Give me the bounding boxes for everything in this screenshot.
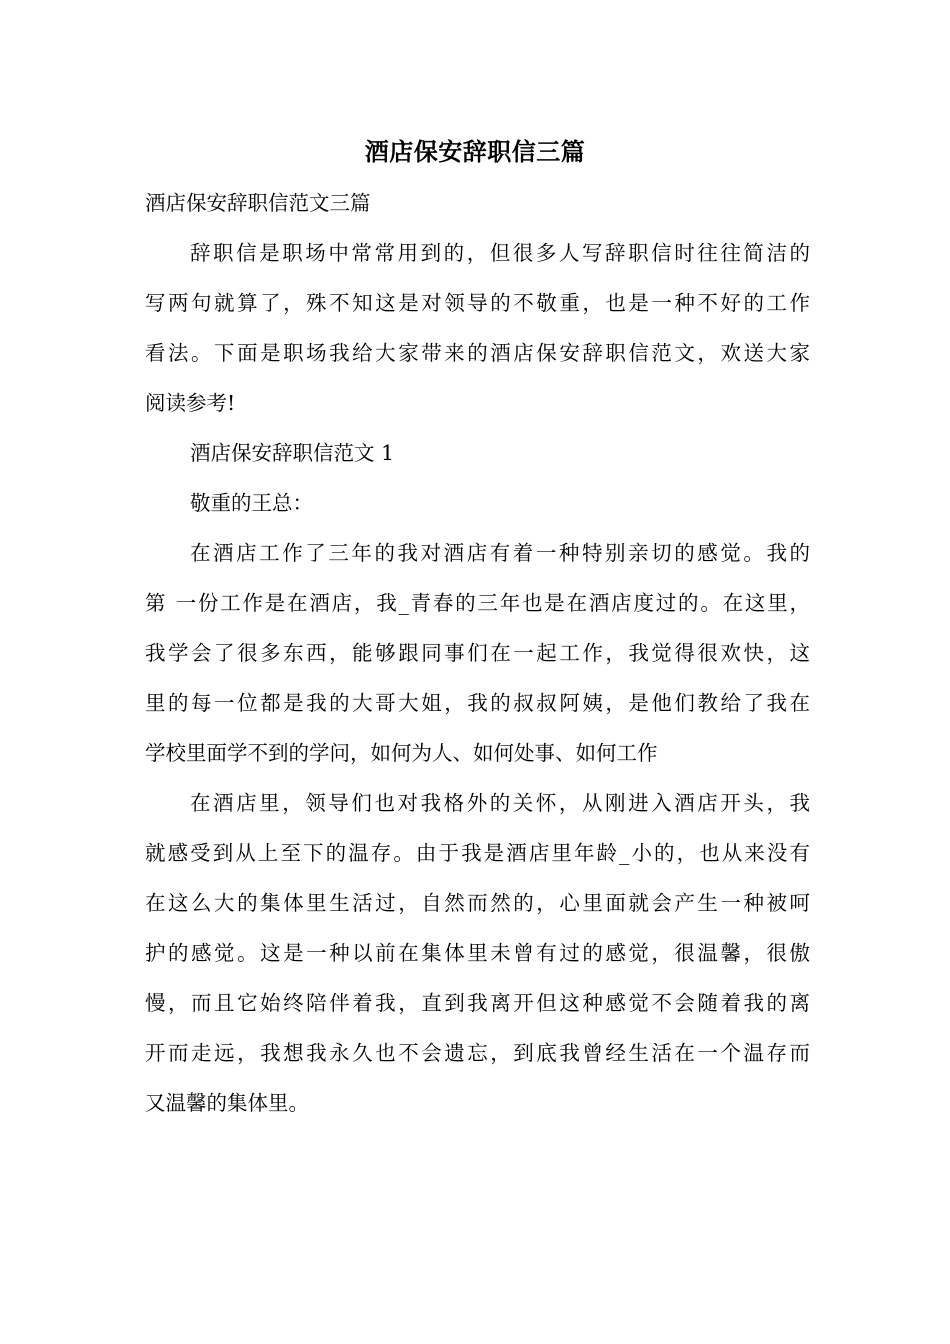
letter-paragraph-1 (145, 528, 810, 778)
document-body (145, 178, 810, 1128)
paragraph-line: 慢，而且它始终陪伴着我，直到我离开但这种感觉不会随着我的离 (145, 991, 810, 1015)
salutation (145, 478, 810, 528)
paragraph-line: 在酒店里，领导们也对我格外的关怀，从刚进入酒店开头，我 (190, 791, 810, 815)
paragraph-line: 我学会了很多东西，能够跟同事们在一起工作，我觉得很欢快，这 (145, 641, 810, 665)
intro-line: 写两句就算了，殊不知这是对领导的不敬重，也是一种不好的工作 (145, 291, 810, 315)
salutation-text: 敬重的王总： (190, 491, 313, 515)
sample-heading-text: 酒店保安辞职信范文 1 (190, 441, 395, 465)
document-subtitle (145, 178, 810, 228)
paragraph-line: 学校里面学不到的学问，如何为人、如何处事、如何工作 (145, 741, 658, 765)
paragraph-line: 又温馨的集体里。 (145, 1091, 309, 1115)
intro-paragraph (145, 228, 810, 428)
sample-heading (145, 428, 810, 478)
paragraph-line: 开而走远，我想我永久也不会遗忘，到底我曾经生活在一个温存而 (145, 1041, 810, 1065)
intro-line: 看法。下面是职场我给大家带来的酒店保安辞职信范文，欢送大家 (145, 341, 810, 365)
paragraph-line: 第 一份工作是在酒店，我_青春的三年也是在酒店度过的。在这里， (145, 591, 810, 615)
paragraph-line: 在这么大的集体里生活过，自然而然的，心里面就会产生一种被呵 (145, 891, 810, 915)
intro-line: 阅读参考! (145, 391, 236, 415)
letter-paragraph-2 (145, 778, 810, 1128)
subtitle-line: 酒店保安辞职信范文三篇 (145, 191, 371, 215)
paragraph-line: 里的每一位都是我的大哥大姐，我的叔叔阿姨，是他们教给了我在 (145, 691, 810, 715)
paragraph-line: 护的感觉。这是一种以前在集体里未曾有过的感觉，很温馨，很傲 (145, 941, 810, 965)
paragraph-line: 就感受到从上至下的温存。由于我是酒店里年龄_小的，也从来没有 (145, 841, 810, 865)
paragraph-line: 在酒店工作了三年的我对酒店有着一种特别亲切的感觉。我的 (190, 541, 810, 565)
document-title: 酒店保安辞职信三篇 (364, 137, 586, 166)
intro-line: 辞职信是职场中常常用到的，但很多人写辞职信时往往简洁的 (190, 241, 810, 265)
